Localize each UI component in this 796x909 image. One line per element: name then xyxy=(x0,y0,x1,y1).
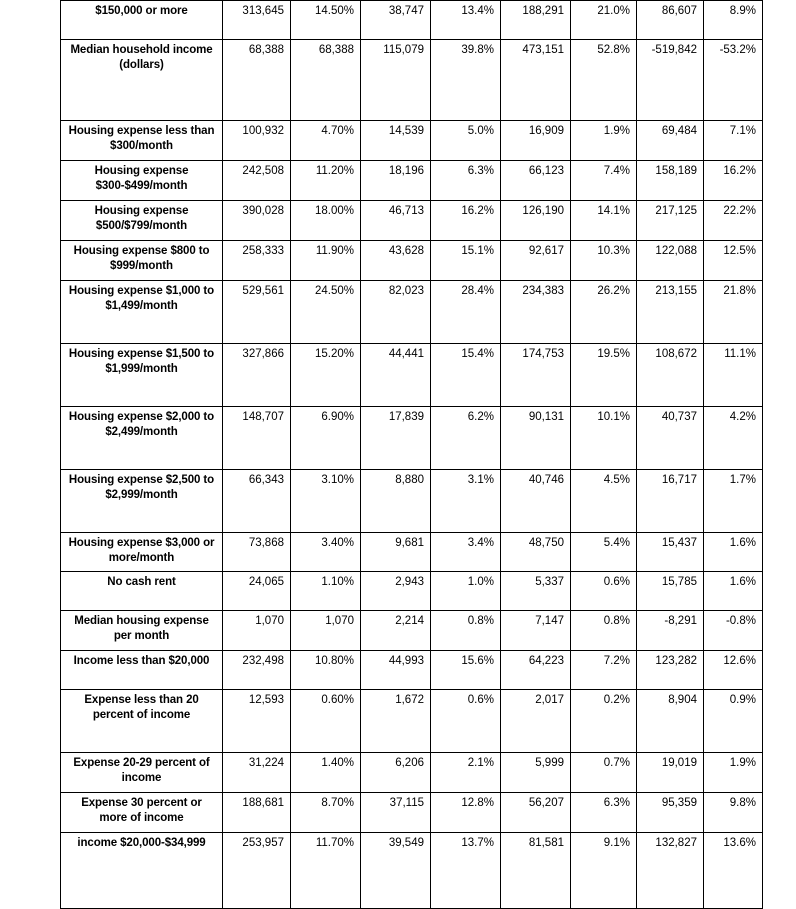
data-cell: 8,904 xyxy=(637,690,704,753)
table-row xyxy=(61,611,763,651)
data-cell: 1.6% xyxy=(704,533,763,572)
data-cell: 1.9% xyxy=(571,121,637,161)
row-label-cell: Housing expense less than $300/month xyxy=(61,121,223,161)
data-cell: 158,189 xyxy=(637,161,704,201)
data-cell: 43,628 xyxy=(361,241,431,281)
data-cell: 12.6% xyxy=(704,651,763,690)
table-row xyxy=(61,572,763,611)
housing-statistics-table xyxy=(60,0,763,909)
data-cell: 2,214 xyxy=(361,611,431,651)
data-cell: 14.50% xyxy=(291,1,361,40)
data-cell: 2,017 xyxy=(501,690,571,753)
data-cell: 9.8% xyxy=(704,793,763,833)
table-row xyxy=(61,407,763,470)
row-label-cell: Housing expense $2,000 to $2,499/month xyxy=(61,407,223,470)
row-label-cell: Expense 30 percent or more of income xyxy=(61,793,223,833)
data-cell: 0.7% xyxy=(571,753,637,793)
data-cell: 473,151 xyxy=(501,40,571,121)
row-label-cell: Housing expense $1,500 to $1,999/month xyxy=(61,344,223,407)
table-row xyxy=(61,241,763,281)
row-label-cell: $150,000 or more xyxy=(61,1,223,40)
data-cell: -519,842 xyxy=(637,40,704,121)
row-label-cell: Median housing expense per month xyxy=(61,611,223,651)
data-cell: 1,070 xyxy=(223,611,291,651)
data-cell: 1.7% xyxy=(704,470,763,533)
data-cell: 1.10% xyxy=(291,572,361,611)
data-cell: 0.9% xyxy=(704,690,763,753)
data-cell: 8.70% xyxy=(291,793,361,833)
data-cell: 37,115 xyxy=(361,793,431,833)
data-cell: 12.8% xyxy=(431,793,501,833)
data-cell: 327,866 xyxy=(223,344,291,407)
row-label-cell: Expense 20-29 percent of income xyxy=(61,753,223,793)
data-cell: 44,993 xyxy=(361,651,431,690)
data-cell: 92,617 xyxy=(501,241,571,281)
data-cell: 16,909 xyxy=(501,121,571,161)
data-cell: 6,206 xyxy=(361,753,431,793)
data-cell: 115,079 xyxy=(361,40,431,121)
data-cell: 10.1% xyxy=(571,407,637,470)
data-cell: 234,383 xyxy=(501,281,571,344)
data-cell: 39.8% xyxy=(431,40,501,121)
data-cell: 11.20% xyxy=(291,161,361,201)
data-cell: 8,880 xyxy=(361,470,431,533)
row-label-cell: Housing expense $2,500 to $2,999/month xyxy=(61,470,223,533)
data-cell: 14,539 xyxy=(361,121,431,161)
table-row xyxy=(61,793,763,833)
data-cell: 0.8% xyxy=(431,611,501,651)
data-cell: 18.00% xyxy=(291,201,361,241)
data-cell: 126,190 xyxy=(501,201,571,241)
data-cell: 13.6% xyxy=(704,833,763,909)
data-cell: 11.90% xyxy=(291,241,361,281)
data-cell: 11.1% xyxy=(704,344,763,407)
data-cell: 1.40% xyxy=(291,753,361,793)
data-cell: 7.1% xyxy=(704,121,763,161)
table-container xyxy=(60,0,762,909)
data-cell: 66,123 xyxy=(501,161,571,201)
data-cell: 2,943 xyxy=(361,572,431,611)
data-cell: 529,561 xyxy=(223,281,291,344)
row-label-cell: Expense less than 20 percent of income xyxy=(61,690,223,753)
data-cell: 66,343 xyxy=(223,470,291,533)
data-cell: 14.1% xyxy=(571,201,637,241)
row-label-cell: income $20,000-$34,999 xyxy=(61,833,223,909)
table-row xyxy=(61,651,763,690)
data-cell: 4.70% xyxy=(291,121,361,161)
data-cell: 2.1% xyxy=(431,753,501,793)
data-cell: 6.90% xyxy=(291,407,361,470)
data-cell: 19.5% xyxy=(571,344,637,407)
data-cell: 108,672 xyxy=(637,344,704,407)
table-row xyxy=(61,533,763,572)
table-row xyxy=(61,753,763,793)
data-cell: 258,333 xyxy=(223,241,291,281)
data-cell: 68,388 xyxy=(223,40,291,121)
data-cell: 5,999 xyxy=(501,753,571,793)
data-cell: 64,223 xyxy=(501,651,571,690)
data-cell: 188,291 xyxy=(501,1,571,40)
data-cell: 46,713 xyxy=(361,201,431,241)
data-cell: 69,484 xyxy=(637,121,704,161)
data-cell: 24,065 xyxy=(223,572,291,611)
data-cell: 9,681 xyxy=(361,533,431,572)
data-cell: 7.2% xyxy=(571,651,637,690)
data-cell: 3.40% xyxy=(291,533,361,572)
data-cell: -8,291 xyxy=(637,611,704,651)
data-cell: 9.1% xyxy=(571,833,637,909)
table-row xyxy=(61,833,763,909)
data-cell: 1.0% xyxy=(431,572,501,611)
data-cell: 0.60% xyxy=(291,690,361,753)
data-cell: 16.2% xyxy=(431,201,501,241)
data-cell: 1,672 xyxy=(361,690,431,753)
data-cell: 68,388 xyxy=(291,40,361,121)
data-cell: 15.6% xyxy=(431,651,501,690)
data-cell: 4.2% xyxy=(704,407,763,470)
data-cell: 213,155 xyxy=(637,281,704,344)
data-cell: 148,707 xyxy=(223,407,291,470)
table-row xyxy=(61,690,763,753)
table-row xyxy=(61,161,763,201)
data-cell: 6.3% xyxy=(431,161,501,201)
data-cell: 95,359 xyxy=(637,793,704,833)
data-cell: 7.4% xyxy=(571,161,637,201)
data-cell: 38,747 xyxy=(361,1,431,40)
data-cell: 48,750 xyxy=(501,533,571,572)
table-row xyxy=(61,1,763,40)
data-cell: 6.3% xyxy=(571,793,637,833)
row-label-cell: Housing expense $300-$499/month xyxy=(61,161,223,201)
data-cell: -53.2% xyxy=(704,40,763,121)
data-cell: 5,337 xyxy=(501,572,571,611)
data-cell: 18,196 xyxy=(361,161,431,201)
data-cell: 86,607 xyxy=(637,1,704,40)
data-cell: 52.8% xyxy=(571,40,637,121)
data-cell: 73,868 xyxy=(223,533,291,572)
data-cell: 242,508 xyxy=(223,161,291,201)
data-cell: 122,088 xyxy=(637,241,704,281)
data-cell: 232,498 xyxy=(223,651,291,690)
data-cell: 0.6% xyxy=(431,690,501,753)
data-cell: 40,746 xyxy=(501,470,571,533)
data-cell: 15,437 xyxy=(637,533,704,572)
data-cell: -0.8% xyxy=(704,611,763,651)
data-cell: 21.0% xyxy=(571,1,637,40)
data-cell: 0.2% xyxy=(571,690,637,753)
data-cell: 1,070 xyxy=(291,611,361,651)
data-cell: 26.2% xyxy=(571,281,637,344)
table-row xyxy=(61,470,763,533)
table-row xyxy=(61,201,763,241)
data-cell: 313,645 xyxy=(223,1,291,40)
data-cell: 15.1% xyxy=(431,241,501,281)
data-cell: 3.4% xyxy=(431,533,501,572)
data-cell: 188,681 xyxy=(223,793,291,833)
data-cell: 253,957 xyxy=(223,833,291,909)
data-cell: 6.2% xyxy=(431,407,501,470)
data-cell: 13.7% xyxy=(431,833,501,909)
data-cell: 16.2% xyxy=(704,161,763,201)
data-cell: 15.4% xyxy=(431,344,501,407)
row-label-cell: Housing expense $1,000 to $1,499/month xyxy=(61,281,223,344)
data-cell: 123,282 xyxy=(637,651,704,690)
data-cell: 8.9% xyxy=(704,1,763,40)
data-cell: 217,125 xyxy=(637,201,704,241)
row-label-cell: Housing expense $3,000 or more/month xyxy=(61,533,223,572)
data-cell: 0.8% xyxy=(571,611,637,651)
data-cell: 4.5% xyxy=(571,470,637,533)
data-cell: 81,581 xyxy=(501,833,571,909)
data-cell: 90,131 xyxy=(501,407,571,470)
data-cell: 40,737 xyxy=(637,407,704,470)
data-cell: 15.20% xyxy=(291,344,361,407)
data-cell: 21.8% xyxy=(704,281,763,344)
data-cell: 44,441 xyxy=(361,344,431,407)
data-cell: 10.80% xyxy=(291,651,361,690)
data-cell: 390,028 xyxy=(223,201,291,241)
table-row xyxy=(61,344,763,407)
data-cell: 10.3% xyxy=(571,241,637,281)
data-cell: 19,019 xyxy=(637,753,704,793)
data-cell: 100,932 xyxy=(223,121,291,161)
row-label-cell: Income less than $20,000 xyxy=(61,651,223,690)
data-cell: 15,785 xyxy=(637,572,704,611)
data-cell: 1.9% xyxy=(704,753,763,793)
row-label-cell: No cash rent xyxy=(61,572,223,611)
data-cell: 39,549 xyxy=(361,833,431,909)
data-cell: 12,593 xyxy=(223,690,291,753)
data-cell: 12.5% xyxy=(704,241,763,281)
row-label-cell: Median household income (dollars) xyxy=(61,40,223,121)
data-cell: 24.50% xyxy=(291,281,361,344)
data-cell: 174,753 xyxy=(501,344,571,407)
data-cell: 31,224 xyxy=(223,753,291,793)
data-cell: 11.70% xyxy=(291,833,361,909)
row-label-cell: Housing expense $800 to $999/month xyxy=(61,241,223,281)
data-cell: 3.1% xyxy=(431,470,501,533)
data-cell: 82,023 xyxy=(361,281,431,344)
data-cell: 0.6% xyxy=(571,572,637,611)
data-cell: 28.4% xyxy=(431,281,501,344)
data-cell: 132,827 xyxy=(637,833,704,909)
table-row xyxy=(61,40,763,121)
table-body xyxy=(61,1,763,909)
data-cell: 16,717 xyxy=(637,470,704,533)
data-cell: 5.4% xyxy=(571,533,637,572)
data-cell: 13.4% xyxy=(431,1,501,40)
table-row xyxy=(61,281,763,344)
data-cell: 1.6% xyxy=(704,572,763,611)
row-label-cell: Housing expense $500/$799/month xyxy=(61,201,223,241)
data-cell: 5.0% xyxy=(431,121,501,161)
data-cell: 22.2% xyxy=(704,201,763,241)
data-cell: 7,147 xyxy=(501,611,571,651)
data-cell: 3.10% xyxy=(291,470,361,533)
table-row xyxy=(61,121,763,161)
data-cell: 56,207 xyxy=(501,793,571,833)
data-cell: 17,839 xyxy=(361,407,431,470)
